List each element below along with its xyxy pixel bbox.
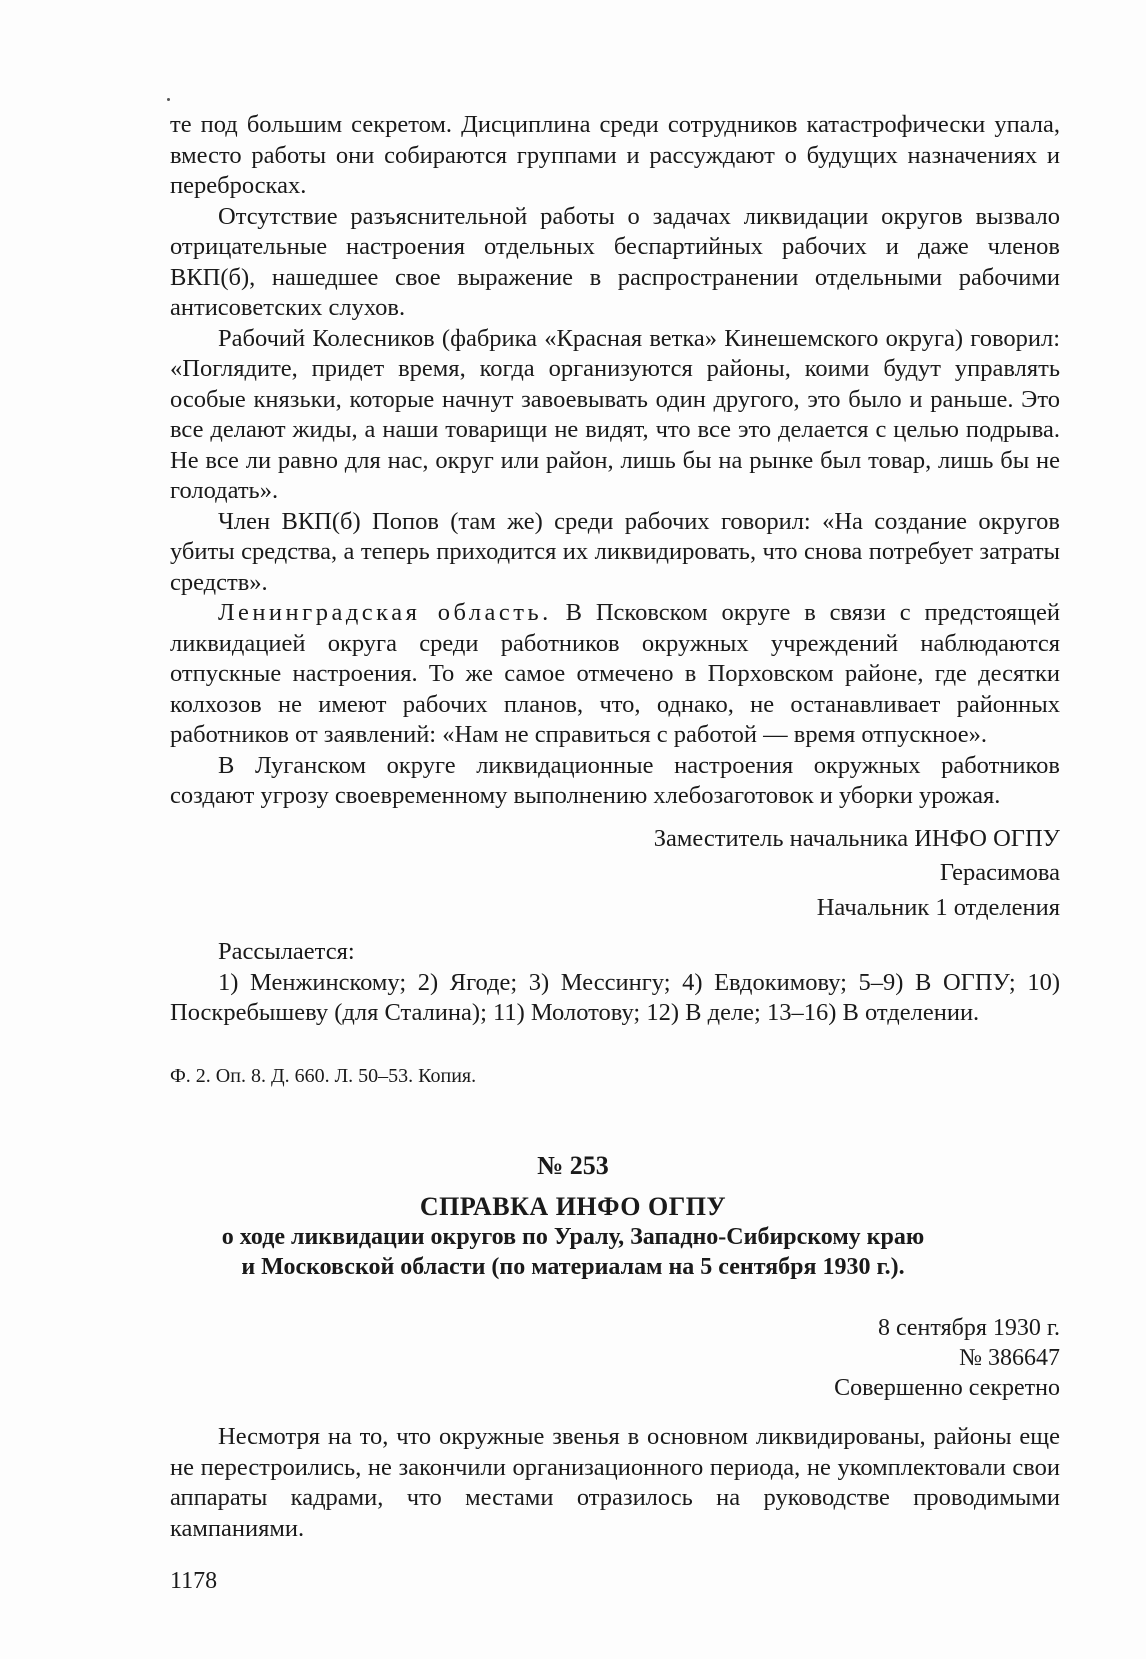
archival-source: Ф. 2. Оп. 8. Д. 660. Л. 50–53. Копия. (170, 1065, 477, 1087)
scan-speck (167, 98, 170, 101)
document-classification: Совершенно секретно (834, 1375, 1060, 1401)
document-subtitle-line-1: о ходе ликвидации округов по Уралу, Западно-Сибирскому краю (221, 1224, 925, 1250)
paragraph-final: Несмотря на то, что окружные звенья в основном ликвидированы, районы еще не перестроились, не закончили организационного периода, не укомплектовали свои аппараты кадрами, что местами отразилось на руководстве проводимыми кампаниями. (170, 1423, 1060, 1542)
paragraph-popov-quote: Член ВКП(б) Попов (там же) среди рабочих говорил: «На создание округов убиты средства, а теперь приходится их ликвидировать, что снова потребует затраты средств». (170, 507, 1060, 596)
document-title-block (0, 1192, 1146, 1282)
signature-chief: Начальник 1 отделения (816, 893, 1060, 921)
distribution-list: 1) Менжинскому; 2) Ягоде; 3) Мессингу; 4) Евдокимову; 5–9) В ОГПУ; 10) Поскребышеву (для Сталина); 11) Молотову; 12) В деле; 13–16) В отделении. (170, 968, 1060, 1026)
leningrad-text: В Псковском округе в связи с предстоящей ликвидацией округа среди работников окружных учреждений наблюдаются отпускные настроения. То же самое отмечено в Порховском районе, где десятки колхозов не имеют рабочих планов, что, однако, не останавливает районных работников от заявлений: «Нам не справиться с работой — время отпускное». (170, 599, 1060, 748)
signature-name: Герасимова (939, 859, 1060, 886)
document-subtitle-line-2: и Московской области (по материалам на 5 сентября 1930 г.). (241, 1254, 905, 1280)
paragraph-kolesnikov-quote: Рабочий Колесников (фабрика «Красная ветка» Кинешемского округа) говорил: «Поглядите, придет время, когда организуются районы, коими будут управлять особые князьки, которые начнут завоевывать один другого, это было и раньше. Это все делают жиды, а наши товарищи не видят, что все это делается с целью подрыва. Не все ли равно для нас, округ или район, лишь бы на рынке был товар, лишь бы не голодать». (170, 324, 1060, 504)
document-title: СПРАВКА ИНФО ОГПУ (419, 1192, 727, 1221)
paragraph-explanatory-work: Отсутствие разъяснительной работы о задачах ликвидации округов вызвало отрицательные настроения отдельных беспартийных рабочих и даже членов ВКП(б), нашедшее свое выражение в распространении отдельными рабочими антисоветских слухов. (170, 202, 1060, 321)
paragraph-lugansk: В Луганском округе ликвидационные настроения окружных работников создают угрозу своевременному выполнению хлебозаготовок и уборки урожая. (170, 751, 1060, 809)
distribution-label: Рассылается: (218, 938, 355, 965)
document-reg-number: № 386647 (959, 1345, 1060, 1371)
lower-text-block (170, 1422, 1060, 1544)
upper-text-block (170, 110, 1060, 1029)
document-number: № 253 (537, 1151, 609, 1180)
paragraph-leningrad (170, 598, 1060, 751)
document-date: 8 сентября 1930 г. (877, 1315, 1060, 1341)
region-name-leningrad: Ленинградская область. (218, 599, 552, 626)
paragraph-continuation: те под большим секретом. Дисциплина среди сотрудников катастрофически упала, вместо работы они собираются группами и рассуждают о будущих назначениях и перебросках. (170, 111, 1060, 199)
signature-deputy: Заместитель начальника ИНФО ОГПУ (653, 824, 1060, 852)
spacer (170, 812, 1060, 824)
page-number: 1178 (170, 1568, 218, 1594)
spacer (170, 923, 1060, 937)
document-meta (700, 1313, 1060, 1403)
